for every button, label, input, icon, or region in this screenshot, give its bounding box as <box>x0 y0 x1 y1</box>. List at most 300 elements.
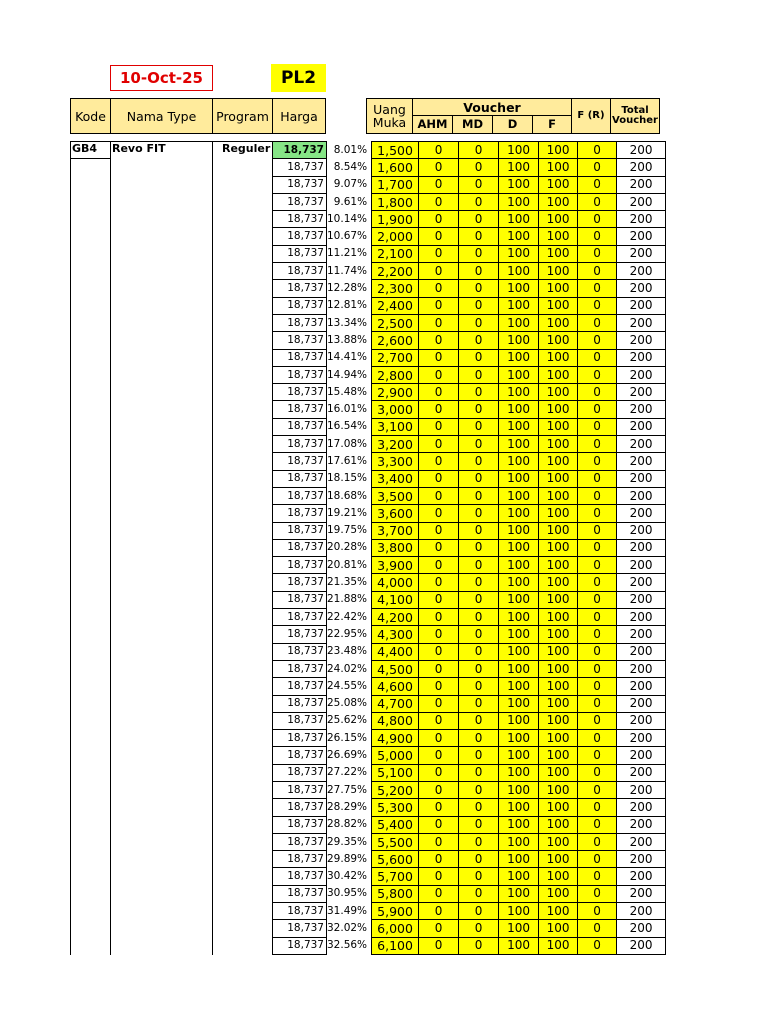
voucher-ahm-cell: 0 <box>419 557 459 574</box>
table-row <box>273 833 666 850</box>
voucher-f-cell: 100 <box>539 245 578 262</box>
voucher-d-cell: 100 <box>499 314 539 331</box>
voucher-d-cell: 100 <box>499 730 539 747</box>
table-row <box>273 643 666 660</box>
uang-muka-cell: 2,800 <box>372 366 419 383</box>
f-r-cell: 0 <box>578 505 617 522</box>
total-voucher-cell: 200 <box>617 142 666 159</box>
header-f-r: F (R) <box>571 98 611 134</box>
header-md: MD <box>452 115 493 134</box>
percent-cell: 32.02% <box>327 922 368 934</box>
table-row <box>273 557 666 574</box>
table-row <box>273 747 666 764</box>
voucher-md-cell: 0 <box>459 401 499 418</box>
harga-cell: 18,737 <box>273 833 327 850</box>
voucher-f-cell: 100 <box>539 453 578 470</box>
voucher-ahm-cell: 0 <box>419 332 459 349</box>
table-row <box>273 418 666 435</box>
uang-muka-cell: 5,900 <box>372 903 419 920</box>
voucher-md-cell: 0 <box>459 211 499 228</box>
f-r-cell: 0 <box>578 159 617 176</box>
voucher-ahm-cell: 0 <box>419 747 459 764</box>
harga-cell: 18,737 <box>273 557 327 574</box>
uang-muka-cell: 4,100 <box>372 591 419 608</box>
voucher-f-cell: 100 <box>539 764 578 781</box>
total-voucher-cell: 200 <box>617 816 666 833</box>
f-r-cell: 0 <box>578 522 617 539</box>
percent-cell: 20.81% <box>327 558 368 571</box>
uang-muka-cell: 5,400 <box>372 816 419 833</box>
voucher-d-cell: 100 <box>499 851 539 868</box>
uang-muka-cell: 3,300 <box>372 453 419 470</box>
total-voucher-cell: 200 <box>617 211 666 228</box>
f-r-cell: 0 <box>578 366 617 383</box>
voucher-d-cell: 100 <box>499 920 539 937</box>
voucher-md-cell: 0 <box>459 557 499 574</box>
header-f: F <box>532 115 572 134</box>
voucher-md-cell: 0 <box>459 436 499 453</box>
voucher-f-cell: 100 <box>539 695 578 712</box>
uang-muka-cell: 3,200 <box>372 436 419 453</box>
voucher-d-cell: 100 <box>499 885 539 902</box>
table-row <box>273 245 666 262</box>
uang-muka-cell: 1,500 <box>372 142 419 159</box>
voucher-md-cell: 0 <box>459 868 499 885</box>
f-r-cell: 0 <box>578 314 617 331</box>
voucher-d-cell: 100 <box>499 591 539 608</box>
table-row <box>273 349 666 366</box>
voucher-f-cell: 100 <box>539 591 578 608</box>
f-r-cell: 0 <box>578 211 617 228</box>
percent-cell: 22.42% <box>327 610 368 623</box>
voucher-f-cell: 100 <box>539 851 578 868</box>
voucher-md-cell: 0 <box>459 314 499 331</box>
harga-cell: 18,737 <box>273 591 327 608</box>
table-row <box>273 937 666 954</box>
percent-cell: 23.48% <box>327 645 368 658</box>
percent-cell: 20.28% <box>327 541 368 554</box>
total-voucher-cell: 200 <box>617 159 666 176</box>
voucher-md-cell: 0 <box>459 833 499 850</box>
voucher-ahm-cell: 0 <box>419 799 459 816</box>
harga-cell: 18,737 <box>273 937 327 954</box>
percent-cell: 18.68% <box>327 489 368 502</box>
voucher-md-cell: 0 <box>459 332 499 349</box>
voucher-md-cell: 0 <box>459 159 499 176</box>
voucher-d-cell: 100 <box>499 557 539 574</box>
harga-cell: 18,737 <box>273 609 327 626</box>
uang-muka-cell: 1,900 <box>372 211 419 228</box>
percent-cell: 8.01% <box>333 143 368 156</box>
table-row <box>273 626 666 643</box>
voucher-d-cell: 100 <box>499 574 539 591</box>
harga-cell: 18,737 <box>273 522 327 539</box>
voucher-ahm-cell: 0 <box>419 418 459 435</box>
uang-muka-cell: 5,800 <box>372 885 419 902</box>
voucher-ahm-cell: 0 <box>419 868 459 885</box>
f-r-cell: 0 <box>578 418 617 435</box>
voucher-md-cell: 0 <box>459 263 499 280</box>
voucher-md-cell: 0 <box>459 660 499 677</box>
f-r-cell: 0 <box>578 591 617 608</box>
voucher-ahm-cell: 0 <box>419 228 459 245</box>
percent-cell: 21.35% <box>327 576 368 589</box>
voucher-f-cell: 100 <box>539 228 578 245</box>
harga-cell: 18,737 <box>273 159 327 176</box>
total-voucher-cell: 200 <box>617 833 666 850</box>
uang-muka-cell: 3,800 <box>372 539 419 556</box>
voucher-d-cell: 100 <box>499 781 539 798</box>
uang-muka-cell: 4,600 <box>372 678 419 695</box>
f-r-cell: 0 <box>578 470 617 487</box>
table-row <box>273 176 666 193</box>
total-voucher-cell: 200 <box>617 366 666 383</box>
table-row <box>273 366 666 383</box>
harga-cell: 18,737 <box>273 349 327 366</box>
voucher-md-cell: 0 <box>459 851 499 868</box>
harga-cell: 18,737 <box>273 781 327 798</box>
uang-muka-cell: 1,800 <box>372 193 419 210</box>
voucher-md-cell: 0 <box>459 384 499 401</box>
voucher-md-cell: 0 <box>459 349 499 366</box>
kode-left-border <box>70 141 71 955</box>
voucher-md-cell: 0 <box>459 643 499 660</box>
voucher-d-cell: 100 <box>499 280 539 297</box>
harga-cell: 18,737 <box>273 903 327 920</box>
uang-muka-cell: 3,900 <box>372 557 419 574</box>
total-voucher-cell: 200 <box>617 764 666 781</box>
table-row <box>273 297 666 314</box>
harga-cell: 18,737 <box>273 228 327 245</box>
percent-cell: 27.75% <box>327 783 368 796</box>
voucher-d-cell: 100 <box>499 193 539 210</box>
voucher-ahm-cell: 0 <box>419 851 459 868</box>
voucher-md-cell: 0 <box>459 505 499 522</box>
percent-cell: 26.15% <box>327 731 368 744</box>
voucher-d-cell: 100 <box>499 159 539 176</box>
f-r-cell: 0 <box>578 643 617 660</box>
voucher-d-cell: 100 <box>499 453 539 470</box>
harga-cell: 18,737 <box>273 263 327 280</box>
voucher-md-cell: 0 <box>459 678 499 695</box>
uang-muka-cell: 2,600 <box>372 332 419 349</box>
uang-muka-cell: 2,200 <box>372 263 419 280</box>
f-r-cell: 0 <box>578 436 617 453</box>
total-voucher-cell: 200 <box>617 436 666 453</box>
harga-cell: 18,737 <box>273 142 327 159</box>
kode-row-divider <box>70 158 111 159</box>
uang-muka-cell: 6,000 <box>372 920 419 937</box>
voucher-d-cell: 100 <box>499 211 539 228</box>
total-voucher-cell: 200 <box>617 263 666 280</box>
harga-cell: 18,737 <box>273 920 327 937</box>
voucher-d-cell: 100 <box>499 470 539 487</box>
price-list-badge: PL2 <box>271 64 326 92</box>
table-row <box>273 193 666 210</box>
voucher-ahm-cell: 0 <box>419 297 459 314</box>
voucher-md-cell: 0 <box>459 747 499 764</box>
harga-cell: 18,737 <box>273 539 327 556</box>
table-row <box>273 695 666 712</box>
table-row <box>273 142 666 159</box>
table-row <box>273 574 666 591</box>
harga-cell: 18,737 <box>273 747 327 764</box>
header-uang-muka: Uang Muka <box>366 98 413 134</box>
percent-cell: 18.15% <box>327 472 368 485</box>
voucher-f-cell: 100 <box>539 211 578 228</box>
voucher-ahm-cell: 0 <box>419 903 459 920</box>
voucher-md-cell: 0 <box>459 280 499 297</box>
voucher-d-cell: 100 <box>499 176 539 193</box>
total-voucher-cell: 200 <box>617 678 666 695</box>
total-voucher-cell: 200 <box>617 695 666 712</box>
total-voucher-cell: 200 <box>617 228 666 245</box>
voucher-md-cell: 0 <box>459 764 499 781</box>
voucher-d-cell: 100 <box>499 747 539 764</box>
uang-muka-cell: 2,500 <box>372 314 419 331</box>
voucher-f-cell: 100 <box>539 470 578 487</box>
percent-cell: 30.95% <box>327 887 368 900</box>
percent-cell: 9.61% <box>333 195 368 208</box>
voucher-f-cell: 100 <box>539 436 578 453</box>
total-voucher-cell: 200 <box>617 505 666 522</box>
voucher-md-cell: 0 <box>459 885 499 902</box>
total-voucher-cell: 200 <box>617 781 666 798</box>
uang-muka-cell: 6,100 <box>372 937 419 954</box>
total-voucher-cell: 200 <box>617 453 666 470</box>
voucher-d-cell: 100 <box>499 643 539 660</box>
total-voucher-cell: 200 <box>617 730 666 747</box>
voucher-md-cell: 0 <box>459 903 499 920</box>
table-row <box>273 332 666 349</box>
percent-cell: 17.61% <box>327 454 368 467</box>
total-voucher-cell: 200 <box>617 314 666 331</box>
percent-cell: 14.94% <box>327 368 368 381</box>
percent-cell: 9.07% <box>333 178 368 191</box>
voucher-d-cell: 100 <box>499 297 539 314</box>
total-voucher-cell: 200 <box>617 868 666 885</box>
table-row <box>273 263 666 280</box>
percent-cell: 11.74% <box>327 264 368 277</box>
voucher-f-cell: 100 <box>539 280 578 297</box>
table-row <box>273 487 666 504</box>
voucher-ahm-cell: 0 <box>419 591 459 608</box>
f-r-cell: 0 <box>578 816 617 833</box>
percent-cell: 15.48% <box>327 385 368 398</box>
uang-muka-cell: 3,500 <box>372 487 419 504</box>
voucher-ahm-cell: 0 <box>419 505 459 522</box>
percent-cell: 26.69% <box>327 749 368 762</box>
voucher-f-cell: 100 <box>539 539 578 556</box>
total-voucher-cell: 200 <box>617 470 666 487</box>
header-kode: Kode <box>70 98 111 134</box>
harga-cell: 18,737 <box>273 418 327 435</box>
f-r-cell: 0 <box>578 799 617 816</box>
table-row <box>273 920 666 937</box>
uang-muka-cell: 4,300 <box>372 626 419 643</box>
voucher-d-cell: 100 <box>499 695 539 712</box>
voucher-md-cell: 0 <box>459 781 499 798</box>
voucher-f-cell: 100 <box>539 920 578 937</box>
percent-cell: 21.88% <box>327 593 368 606</box>
voucher-ahm-cell: 0 <box>419 193 459 210</box>
voucher-ahm-cell: 0 <box>419 522 459 539</box>
voucher-f-cell: 100 <box>539 799 578 816</box>
f-r-cell: 0 <box>578 142 617 159</box>
total-voucher-cell: 200 <box>617 245 666 262</box>
total-voucher-cell: 200 <box>617 885 666 902</box>
uang-muka-cell: 4,500 <box>372 660 419 677</box>
voucher-f-cell: 100 <box>539 557 578 574</box>
uang-muka-cell: 5,300 <box>372 799 419 816</box>
header-harga: Harga <box>272 98 326 134</box>
voucher-md-cell: 0 <box>459 591 499 608</box>
voucher-md-cell: 0 <box>459 695 499 712</box>
percent-cell: 31.49% <box>327 904 368 917</box>
percent-cell: 32.56% <box>327 939 368 952</box>
voucher-f-cell: 100 <box>539 522 578 539</box>
voucher-md-cell: 0 <box>459 574 499 591</box>
f-r-cell: 0 <box>578 851 617 868</box>
voucher-ahm-cell: 0 <box>419 366 459 383</box>
voucher-ahm-cell: 0 <box>419 487 459 504</box>
total-voucher-cell: 200 <box>617 643 666 660</box>
total-voucher-cell: 200 <box>617 851 666 868</box>
voucher-ahm-cell: 0 <box>419 349 459 366</box>
total-voucher-cell: 200 <box>617 332 666 349</box>
uang-muka-cell: 2,000 <box>372 228 419 245</box>
f-r-cell: 0 <box>578 920 617 937</box>
uang-muka-cell: 2,100 <box>372 245 419 262</box>
voucher-f-cell: 100 <box>539 574 578 591</box>
f-r-cell: 0 <box>578 660 617 677</box>
total-voucher-cell: 200 <box>617 937 666 954</box>
total-voucher-cell: 200 <box>617 349 666 366</box>
harga-cell: 18,737 <box>273 868 327 885</box>
voucher-md-cell: 0 <box>459 228 499 245</box>
voucher-f-cell: 100 <box>539 868 578 885</box>
percent-cell: 24.02% <box>327 662 368 675</box>
voucher-f-cell: 100 <box>539 747 578 764</box>
voucher-f-cell: 100 <box>539 903 578 920</box>
total-voucher-cell: 200 <box>617 487 666 504</box>
header-nama-type: Nama Type <box>110 98 213 134</box>
harga-cell: 18,737 <box>273 799 327 816</box>
voucher-d-cell: 100 <box>499 868 539 885</box>
voucher-ahm-cell: 0 <box>419 678 459 695</box>
total-voucher-cell: 200 <box>617 903 666 920</box>
table-row <box>273 453 666 470</box>
voucher-d-cell: 100 <box>499 245 539 262</box>
voucher-ahm-cell: 0 <box>419 626 459 643</box>
voucher-md-cell: 0 <box>459 712 499 729</box>
total-voucher-cell: 200 <box>617 799 666 816</box>
voucher-d-cell: 100 <box>499 142 539 159</box>
voucher-ahm-cell: 0 <box>419 816 459 833</box>
voucher-f-cell: 100 <box>539 349 578 366</box>
f-r-cell: 0 <box>578 833 617 850</box>
voucher-md-cell: 0 <box>459 453 499 470</box>
harga-cell: 18,737 <box>273 314 327 331</box>
uang-muka-cell: 4,000 <box>372 574 419 591</box>
table-row <box>273 280 666 297</box>
harga-cell: 18,737 <box>273 436 327 453</box>
voucher-d-cell: 100 <box>499 505 539 522</box>
kode-value: GB4 <box>72 142 98 155</box>
voucher-f-cell: 100 <box>539 730 578 747</box>
voucher-md-cell: 0 <box>459 142 499 159</box>
f-r-cell: 0 <box>578 245 617 262</box>
voucher-f-cell: 100 <box>539 384 578 401</box>
percent-cell: 12.28% <box>327 282 368 295</box>
percent-cell: 16.54% <box>327 420 368 433</box>
table-row <box>273 159 666 176</box>
percent-cell: 29.89% <box>327 852 368 865</box>
f-r-cell: 0 <box>578 574 617 591</box>
table-row <box>273 436 666 453</box>
voucher-ahm-cell: 0 <box>419 453 459 470</box>
voucher-f-cell: 100 <box>539 712 578 729</box>
total-voucher-cell: 200 <box>617 660 666 677</box>
uang-muka-cell: 4,200 <box>372 609 419 626</box>
program-left-border <box>212 141 213 955</box>
voucher-d-cell: 100 <box>499 384 539 401</box>
voucher-md-cell: 0 <box>459 418 499 435</box>
voucher-d-cell: 100 <box>499 609 539 626</box>
voucher-f-cell: 100 <box>539 781 578 798</box>
header-d: D <box>492 115 533 134</box>
percent-cell: 13.88% <box>327 333 368 346</box>
harga-cell: 18,737 <box>273 626 327 643</box>
total-voucher-cell: 200 <box>617 401 666 418</box>
total-voucher-cell: 200 <box>617 626 666 643</box>
harga-cell: 18,737 <box>273 453 327 470</box>
percent-cell: 14.41% <box>327 351 368 364</box>
table-row <box>273 211 666 228</box>
voucher-md-cell: 0 <box>459 799 499 816</box>
voucher-f-cell: 100 <box>539 487 578 504</box>
nama-left-border <box>110 141 111 955</box>
voucher-ahm-cell: 0 <box>419 764 459 781</box>
voucher-md-cell: 0 <box>459 920 499 937</box>
voucher-md-cell: 0 <box>459 816 499 833</box>
percent-cell: 28.82% <box>327 818 368 831</box>
voucher-ahm-cell: 0 <box>419 384 459 401</box>
f-r-cell: 0 <box>578 678 617 695</box>
voucher-ahm-cell: 0 <box>419 211 459 228</box>
voucher-ahm-cell: 0 <box>419 245 459 262</box>
percent-cell: 24.55% <box>327 679 368 692</box>
harga-cell: 18,737 <box>273 245 327 262</box>
percent-cell: 8.54% <box>333 160 368 173</box>
f-r-cell: 0 <box>578 193 617 210</box>
uang-muka-cell: 4,700 <box>372 695 419 712</box>
voucher-md-cell: 0 <box>459 626 499 643</box>
voucher-f-cell: 100 <box>539 816 578 833</box>
voucher-md-cell: 0 <box>459 366 499 383</box>
voucher-d-cell: 100 <box>499 816 539 833</box>
harga-cell: 18,737 <box>273 885 327 902</box>
uang-muka-cell: 3,000 <box>372 401 419 418</box>
harga-cell: 18,737 <box>273 332 327 349</box>
table-row <box>273 539 666 556</box>
table-row <box>273 314 666 331</box>
voucher-ahm-cell: 0 <box>419 643 459 660</box>
voucher-f-cell: 100 <box>539 142 578 159</box>
f-r-cell: 0 <box>578 401 617 418</box>
f-r-cell: 0 <box>578 539 617 556</box>
nama-type-value: Revo FIT <box>112 142 166 155</box>
